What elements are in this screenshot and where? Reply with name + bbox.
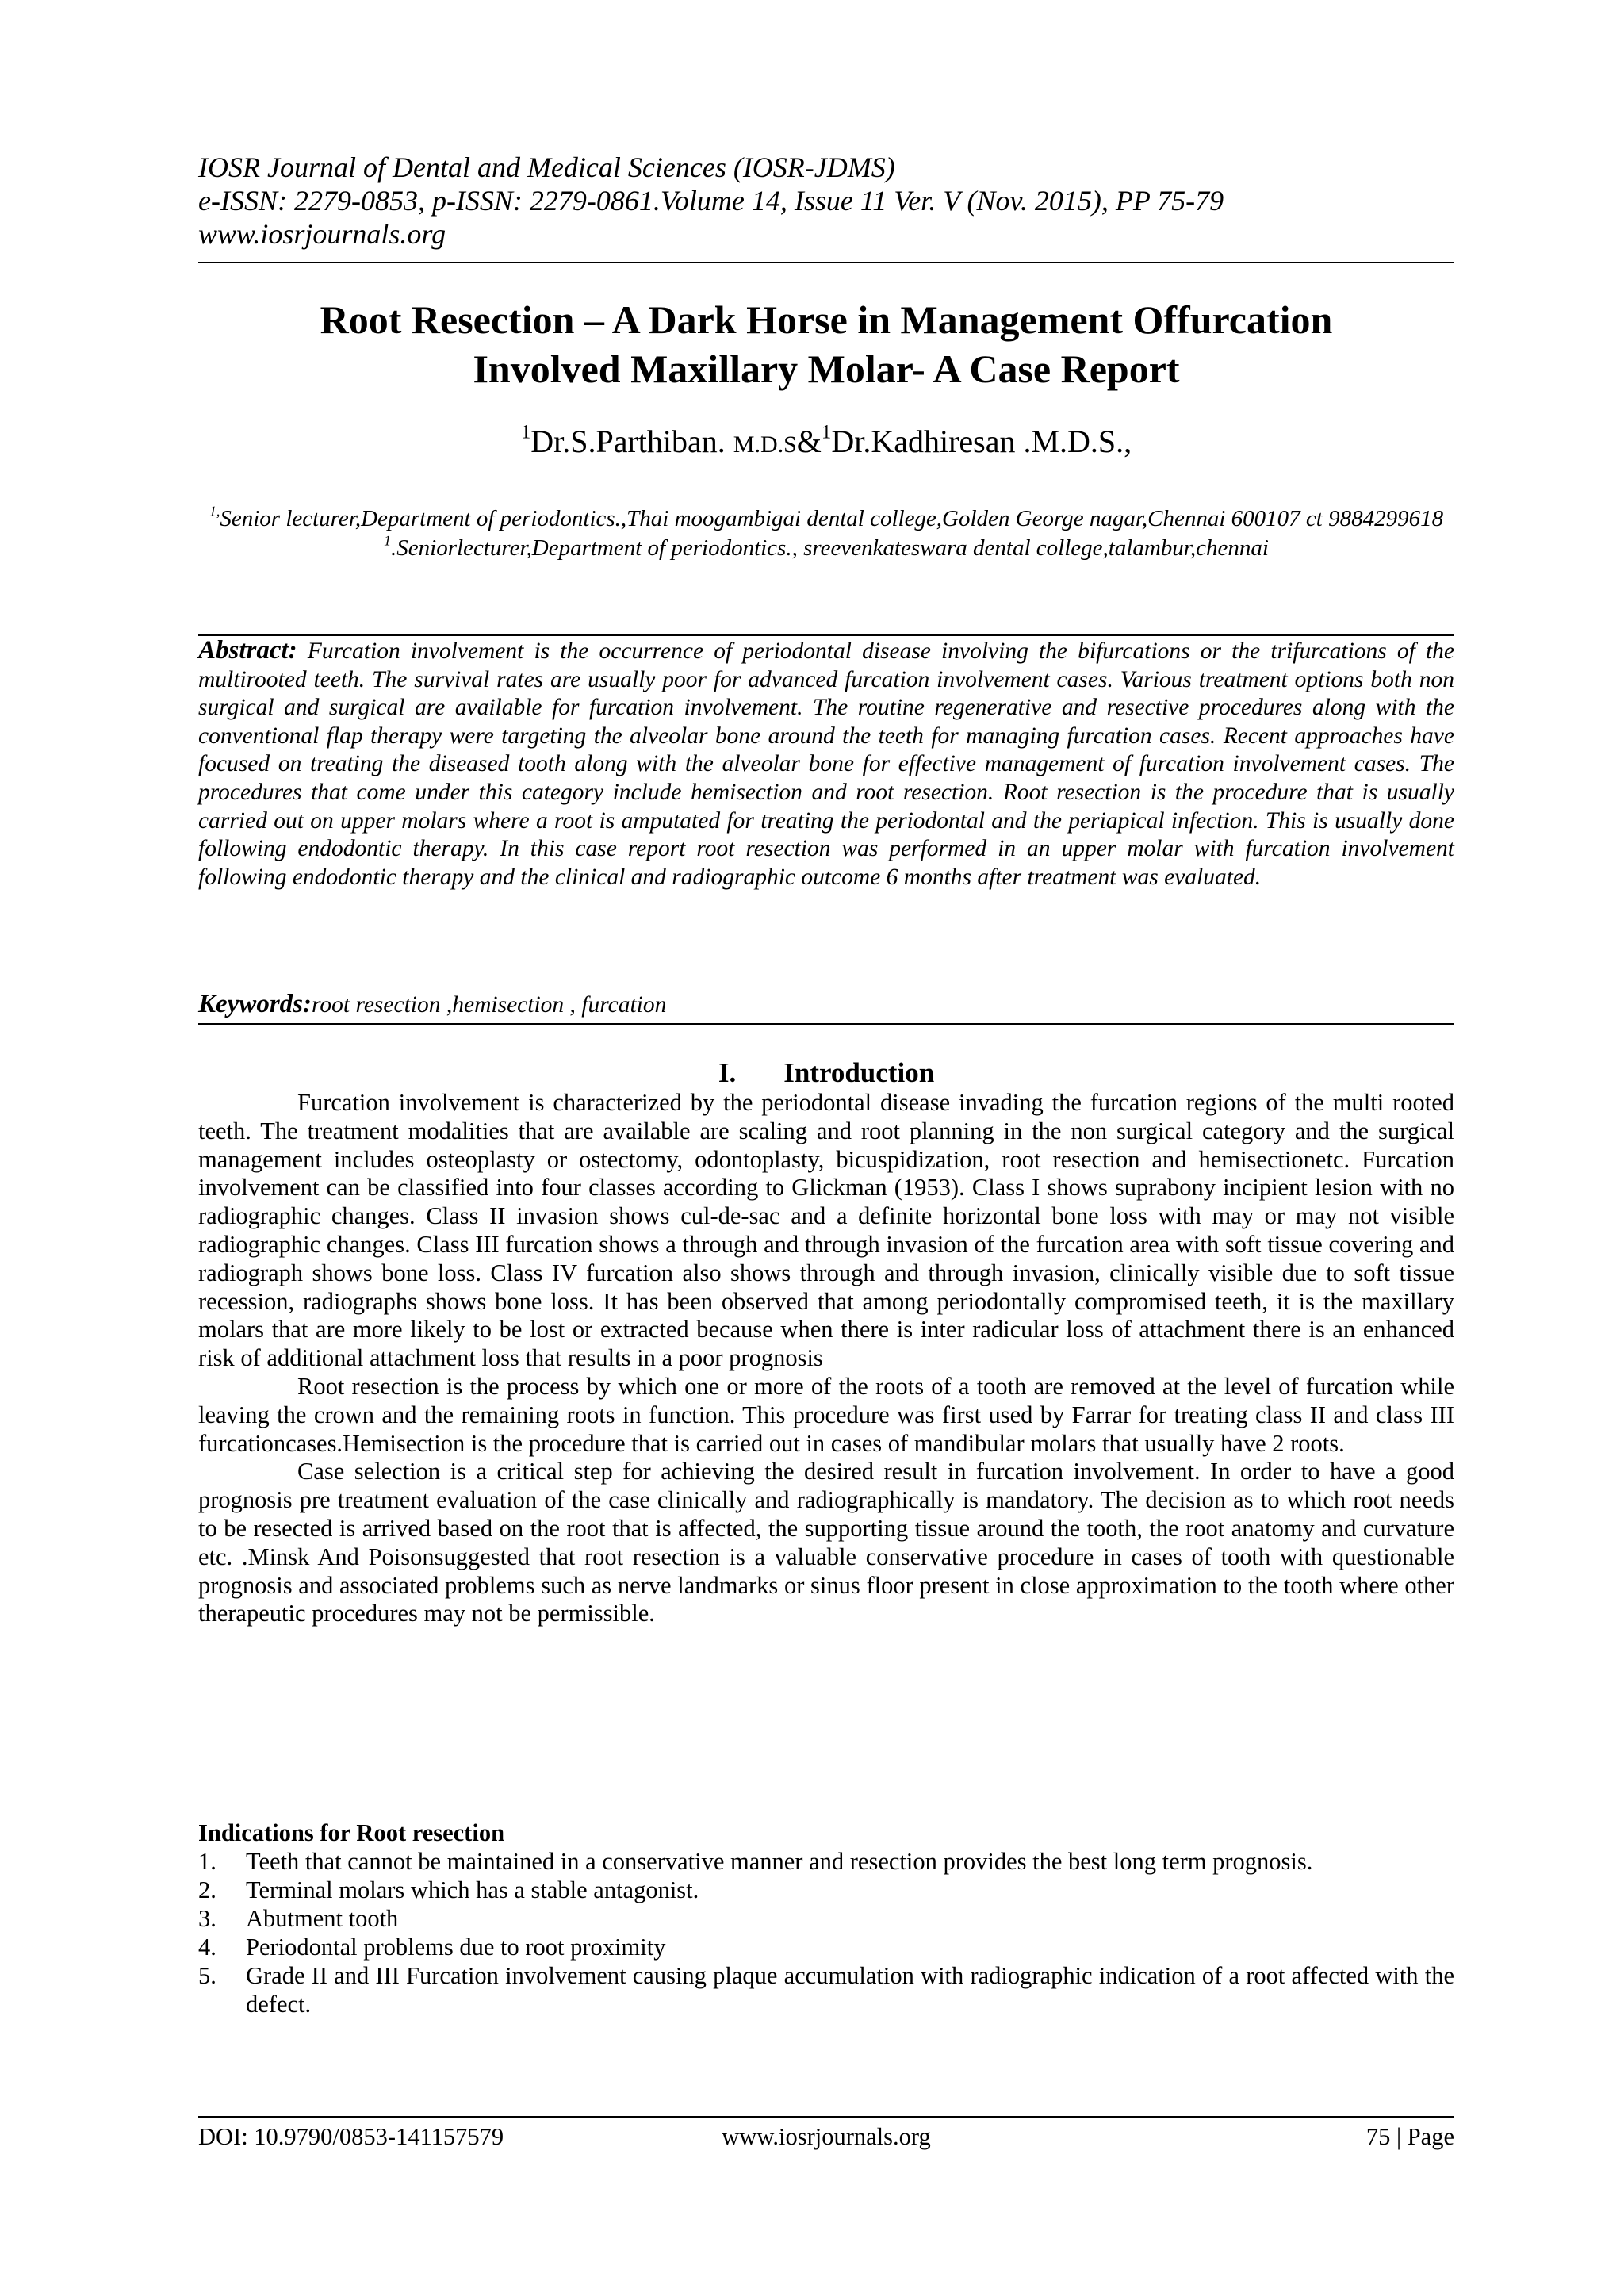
affiliation-2-text: .Seniorlecturer,Department of periodontics., sreevenkateswara dental college,talambur,chennai xyxy=(391,535,1269,561)
title-line-2: Involved Maxillary Molar- A Case Report xyxy=(473,347,1180,391)
list-item-text: Terminal molars which has a stable antagonist. xyxy=(246,1876,699,1903)
journal-issn-volume: e-ISSN: 2279-0853, p-ISSN: 2279-0861.Volume 14, Issue 11 Ver. V (Nov. 2015), PP 75-79 xyxy=(198,185,1224,217)
list-item-text: Periodontal problems due to root proximity xyxy=(246,1934,666,1961)
list-item xyxy=(198,1904,1454,1933)
list-item xyxy=(198,1961,1454,2018)
author-2-affil-mark: 1 xyxy=(821,421,832,443)
intro-paragraph-1: Furcation involvement is characterized by the periodontal disease invading the furcation regions of the multi rooted teeth. The treatment modalities that are available are scaling and root planning in the non surgical category and the surgical management includes osteoplasty or ostectomy, odontoplasty, bicuspidization, root resection and hemisectionetc. Furcation involvement can be classified into four classes according to Glickman (1953). Class I shows suprabony incipient lesion with no radiographic changes. Class II invasion shows cul-de-sac and a definite horizontal bone loss with may or may not visible radiographic changes. Class III furcation shows a through and through invasion of the furcation area with soft tissue covering and radiograph shows bone loss. Class IV furcation also shows through and through invasion, clinically visible due to soft tissue recession, radiographs shows bone loss. It has been observed that among periodontally compromised teeth, it is the maxillary molars that are more likely to be lost or extracted because when there is inter radicular loss of attachment there is an enhanced risk of additional attachment loss that results in a poor prognosis xyxy=(198,1089,1454,1372)
author-1-affil-mark: 1 xyxy=(520,421,531,443)
keywords xyxy=(198,990,1454,1019)
list-item-number: 4. xyxy=(198,1934,216,1961)
affiliations xyxy=(198,504,1454,563)
affiliation-1-text: Senior lecturer,Department of periodontics.,Thai moogambigai dental college,Golden George nagar,Chennai 600107 ct 9884299618 xyxy=(220,506,1444,531)
journal-url: www.iosrjournals.org xyxy=(198,218,446,250)
footer-doi: DOI: 10.9790/0853-141157579 xyxy=(198,2123,504,2150)
paper-title xyxy=(198,295,1454,393)
footer-rule xyxy=(198,2116,1454,2118)
keywords-label: Keywords: xyxy=(198,990,312,1018)
authors-line xyxy=(198,423,1454,464)
indications-heading: Indications for Root resection xyxy=(198,1819,505,1846)
footer-website: www.iosrjournals.org xyxy=(722,2123,931,2150)
list-item-text: Teeth that cannot be maintained in a conservative manner and resection provides the best long term prognosis. xyxy=(246,1848,1313,1875)
abstract-text: Furcation involvement is the occurrence of periodontal disease involving the bifurcations or the trifurcations of the multirooted teeth. The survival rates are usually poor for advanced furcation involvement cases. Various treatment options both non surgical and surgical are available for furcation involvement. The routine regenerative and resective procedures along with the conventional flap therapy were targeting the alveolar bone around the teeth for managing furcation cases. Recent approaches have focused on treating the diseased tooth along with the alveolar bone for effective management of furcation involvement cases. The procedures that come under this category include hemisection and root resection. Root resection is the procedure that is usually carried out on upper molars where a root is amputated for treating the periodontal and the periapical infection. This is usually done following endodontic therapy. In this case report root resection was performed in an upper molar with furcation involvement following endodontic therapy and the clinical and radiographic outcome 6 months after treatment was evaluated. xyxy=(198,638,1454,890)
author-1-degree: M.D.S xyxy=(733,431,797,458)
list-item-number: 1. xyxy=(198,1848,216,1875)
list-item xyxy=(198,1847,1454,1876)
list-item-text: Grade II and III Furcation involvement causing plaque accumulation with radiographic indication of a root affected with the defect. xyxy=(246,1962,1454,2018)
author-separator: & xyxy=(796,424,822,459)
author-1-name: Dr.S.Parthiban. xyxy=(530,424,733,459)
section-heading-introduction xyxy=(198,1056,1454,1090)
journal-name: IOSR Journal of Dental and Medical Sciences (IOSR-JDMS) xyxy=(198,151,895,183)
list-item-text: Abutment tooth xyxy=(246,1905,399,1932)
list-item xyxy=(198,1933,1454,1961)
abstract-bottom-rule xyxy=(198,1023,1454,1025)
abstract xyxy=(198,637,1454,891)
intro-paragraph-3: Case selection is a critical step for achieving the desired result in furcation involvement. In order to have a good prognosis pre treatment evaluation of the case clinically and radiographically is mandatory. The decision as to which root needs to be resected is arrived based on the root that is affected, the supporting tissue around the tooth, the root anatomy and curvature etc. .Minsk And Poisonsuggested that root resection is a valuable conservative procedure in cases of tooth with questionable prognosis and associated problems such as nerve landmarks or sinus floor present in close approximation to the tooth where other therapeutic procedures may not be permissible. xyxy=(198,1458,1454,1627)
intro-paragraph-2: Root resection is the process by which one or more of the roots of a tooth are removed at the level of furcation while leaving the crown and the remaining roots in function. This procedure was first used by Farrar for treating class II and class III furcationcases.Hemisection is the procedure that is carried out in cases of mandibular molars that usually have 2 roots. xyxy=(198,1372,1454,1457)
list-item-number: 2. xyxy=(198,1876,216,1903)
header-rule xyxy=(198,262,1454,263)
affiliation-1 xyxy=(198,504,1454,534)
footer-page-number: 75 | Page xyxy=(1365,2123,1454,2150)
author-2-name: Dr.Kadhiresan .M.D.S., xyxy=(831,424,1132,459)
list-item-number: 5. xyxy=(198,1962,216,1989)
section-number: I. xyxy=(718,1057,737,1088)
running-header xyxy=(198,151,1454,251)
page-footer xyxy=(198,2121,1454,2152)
affiliation-2-mark: 1 xyxy=(384,532,392,549)
keywords-text: root resection ,hemisection , furcation xyxy=(312,992,667,1018)
title-line-1: Root Resection – A Dark Horse in Management Offurcation xyxy=(320,297,1333,342)
abstract-label: Abstract: xyxy=(198,636,297,665)
affiliation-2 xyxy=(198,534,1454,563)
list-item xyxy=(198,1876,1454,1904)
indications-list xyxy=(198,1847,1454,2018)
abstract-top-rule xyxy=(198,634,1454,636)
section-title: Introduction xyxy=(783,1057,935,1088)
affiliation-1-mark: 1, xyxy=(209,503,220,519)
introduction-body xyxy=(198,1089,1454,1628)
list-item-number: 3. xyxy=(198,1905,216,1932)
